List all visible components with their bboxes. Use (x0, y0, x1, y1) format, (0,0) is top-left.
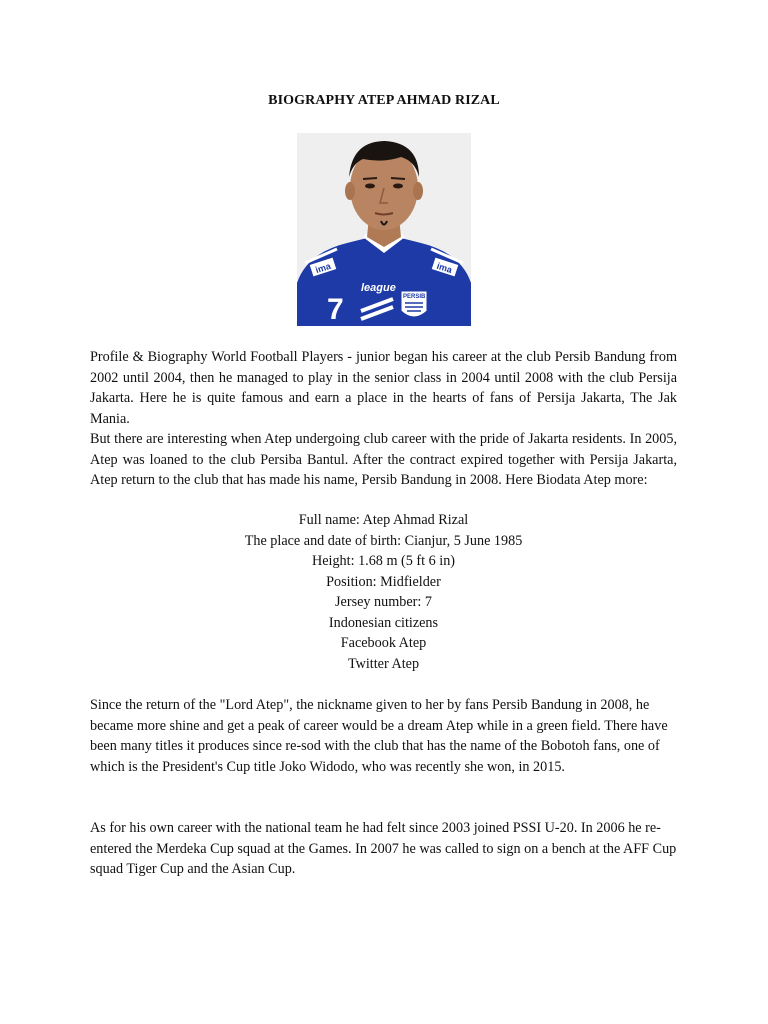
biodata-citizenship: Indonesian citizens (328, 614, 439, 631)
player-photo (297, 133, 471, 326)
third-paragraph: Since the return of the "Lord Atep", the nickname given to her by fans Persib Bandung in 2008, he became more shine and get a peak of career would be a dream Atep while in a green field. There have been many titles it produces since re-sod with the club that has the name of the Bobotoh fans, one of which is the President's Cup title Joko Widodo, who was recently she won, in 2015. (90, 697, 668, 775)
club-crest-label: PERSIB (403, 294, 426, 300)
second-paragraph: But there are interesting when Atep undergoing club career with the pride of Jakarta residents. In 2005, Atep was loaned to the club Persiba Bantul. After the contract expired together with Persija Jakarta, Atep return to the club that has made his name, Persib Bandung in 2008. Here Biodata Atep more: (90, 431, 677, 488)
biodata-birth: The place and date of birth: Cianjur, 5 June 1985 (244, 532, 523, 549)
biodata-position: Position: Midfielder (326, 573, 441, 590)
biodata-twitter: Twitter Atep (347, 655, 420, 672)
fourth-paragraph: As for his own career with the national team he had felt since 2003 joined PSSI U-20. In 2006 he re-entered the Merdeka Cup squad at the Games. In 2007 he was called to sign on a bench at the AFF Cup squad Tiger Cup and the Asian Cup. (90, 820, 677, 877)
biodata-full-name: Full name: Atep Ahmad Rizal (298, 512, 469, 528)
biodata-height: Height: 1.68 m (5 ft 6 in) (311, 553, 456, 569)
sponsor-patch-right: ima (435, 260, 454, 276)
biodata-facebook: Facebook Atep (340, 635, 427, 651)
intro-text-block (90, 347, 677, 491)
biodata-list (90, 510, 677, 674)
jersey-number: 7 (327, 293, 344, 326)
biodata-jersey-number: Jersey number: 7 (335, 594, 432, 610)
sponsor-patch-left: ima (314, 260, 333, 276)
brand-logo: league (361, 282, 396, 294)
page-title: BIOGRAPHY ATEP AHMAD RIZAL (268, 93, 500, 108)
intro-paragraph: Profile & Biography World Football Players - junior began his career at the club Persib Bandung from 2002 until 2004, then he managed to play in the senior class in 2004 until 2008 with the club Persija Jakarta. Here he is quite famous and earn a place in the hearts of fans of Persija Jakarta, The Jak Mania. (90, 349, 677, 427)
